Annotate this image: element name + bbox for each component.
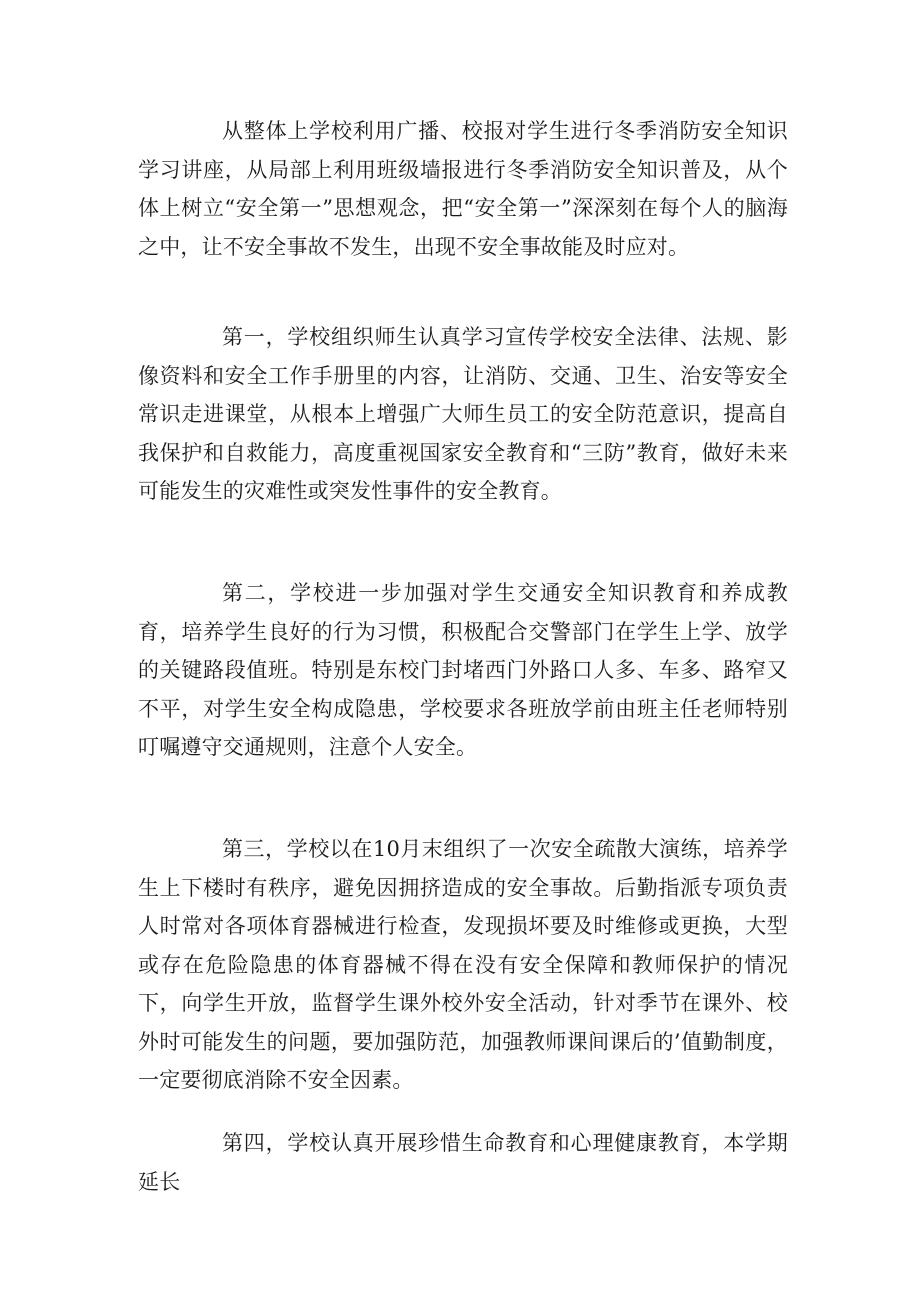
paragraph-second: 第二，学校进一步加强对学生交通安全知识教育和养成教育，培养学生良好的行为习惯，积极配合交警部门在学生上学、放学的关键路段值班。特别是东校门封堵西门外路口人多、车多、路窄又不平，对学生安全构成隐患，学校要求各班放学前由班主任老师特别叮嘱遵守交通规则，注意个人安全。	[138, 581, 788, 759]
paragraph-fourth: 第四，学校认真开展珍惜生命教育和心理健康教育，本学期延长	[138, 1131, 788, 1194]
paragraph-intro: 从整体上学校利用广播、校报对学生进行冬季消防安全知识学习讲座，从局部上利用班级墙报进行冬季消防安全知识普及，从个体上树立“安全第一”思想观念，把“安全第一”深深刻在每个人的脑海之中，让不安全事故不发生，出现不安全事故能及时应对。	[138, 119, 788, 259]
paragraph-first: 第一，学校组织师生认真学习宣传学校安全法律、法规、影像资料和安全工作手册里的内容，让消防、交通、卫生、治安等安全常识走进课堂，从根本上增强广大师生员工的安全防范意识，提高自我保护和自救能力，高度重视国家安全教育和“三防”教育，做好未来可能发生的灾难性或突发性事件的安全教育。	[138, 325, 788, 503]
paragraph-third: 第三，学校以在10月末组织了一次安全疏散大演练，培养学生上下楼时有秩序，避免因拥挤造成的安全事故。后勤指派专项负责人时常对各项体育器械进行检查，发现损坏要及时维修或更换，大型或存在危险隐患的体育器械不得在没有安全保障和教师保护的情况下，向学生开放，监督学生课外校外安全活动，针对季节在课外、校外时可能发生的问题，要加强防范，加强教师课间课后的’值勤制度，一定要彻底消除不安全因素。	[138, 837, 788, 1092]
